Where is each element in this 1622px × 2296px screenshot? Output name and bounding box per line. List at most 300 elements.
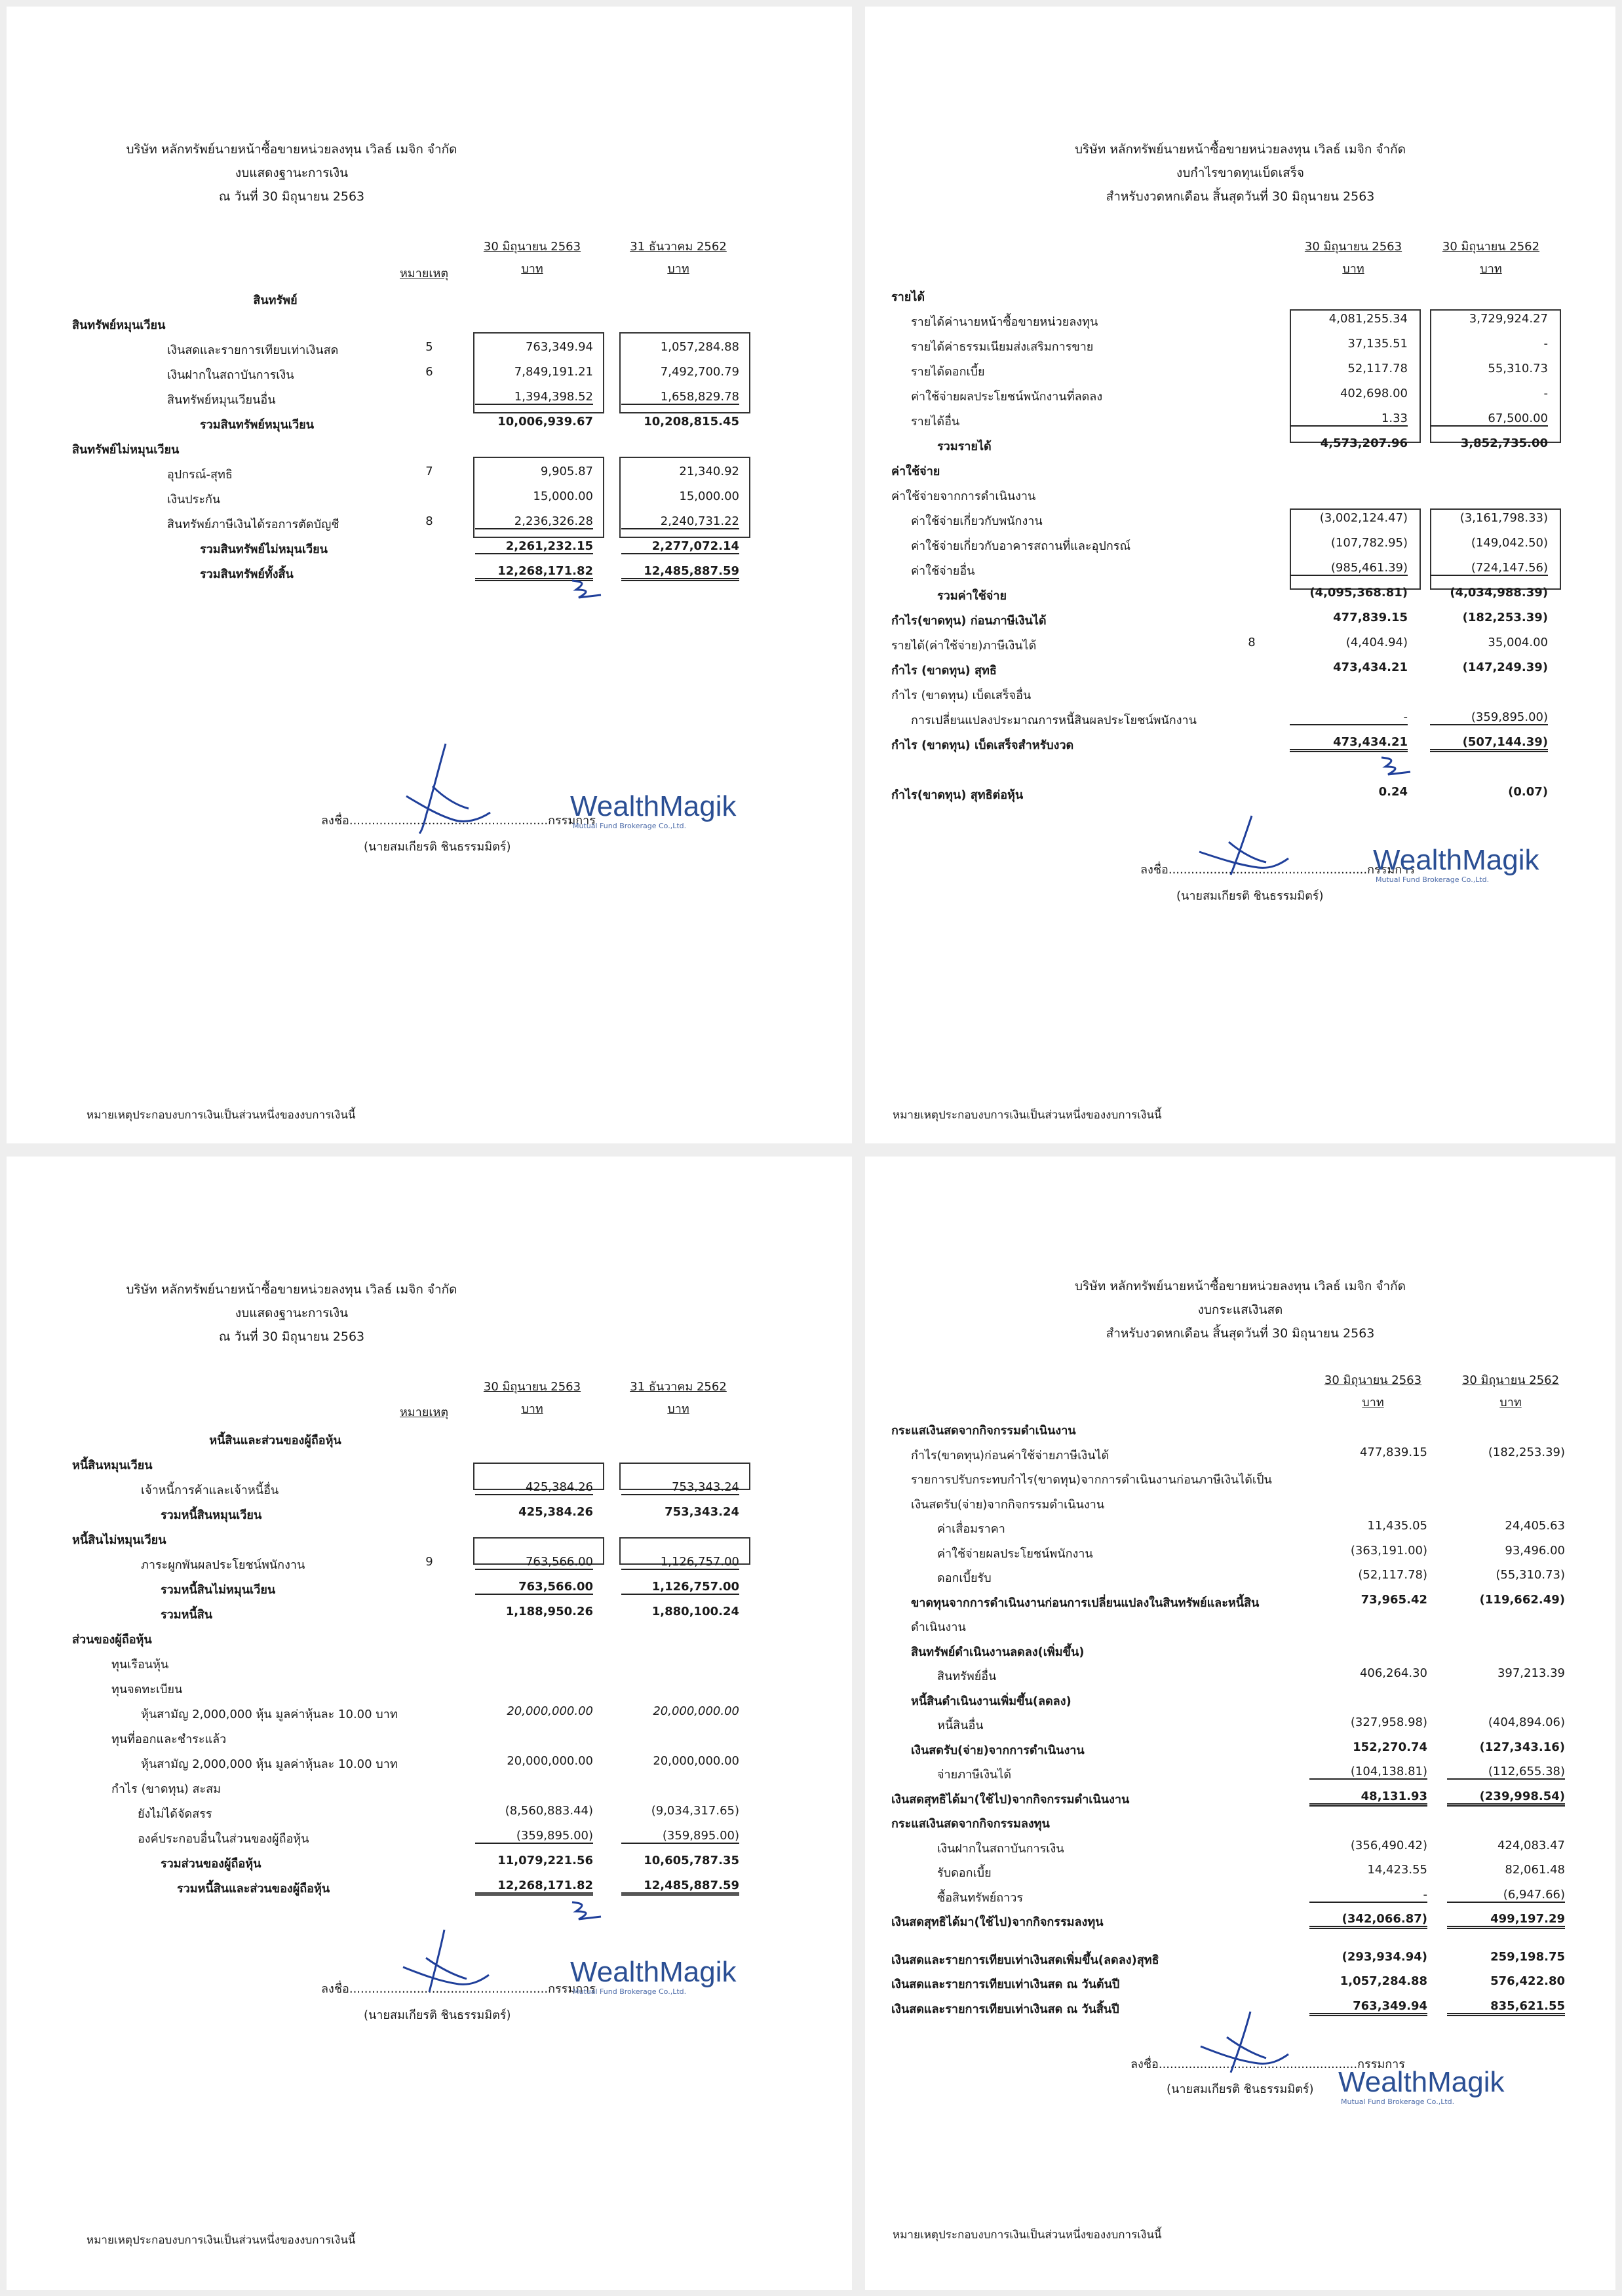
value-prior-period: 259,198.75: [1490, 1949, 1565, 1964]
value-prior-period: (149,042.50): [1471, 536, 1548, 550]
statement-row: [7, 410, 852, 434]
value-prior-period: 424,083.47: [1497, 1838, 1565, 1852]
value-prior-period: (182,253.39): [1462, 611, 1548, 624]
value-prior-period: (0.07): [1508, 785, 1548, 799]
statement-row: [7, 1873, 852, 1898]
statement-row: [7, 1500, 852, 1525]
statement-date: ณ วันที่ 30 มิถุนายน 2563: [218, 1330, 365, 1344]
statement-row: [865, 655, 1615, 680]
value-prior-period: 753,343.24: [621, 1480, 739, 1495]
value-current-period: 763,349.94: [1309, 1999, 1427, 2016]
signature-scribble-icon: [393, 740, 492, 839]
row-label: ค่าใช้จ่ายเกี่ยวกับพนักงาน: [911, 514, 1043, 528]
value-current-period: (327,958.98): [1350, 1715, 1427, 1729]
column-header-current: 30 มิถุนายน 2563 บาท: [1304, 240, 1402, 276]
value-prior-period: 7,492,700.79: [660, 365, 739, 379]
row-label: ค่าใช้จ่ายผลประโยชน์พนักงาน: [937, 1546, 1093, 1561]
row-label: ภาระผูกพันผลประโยชน์พนักงาน: [141, 1558, 305, 1572]
value-prior-period: (724,147.56): [1430, 561, 1548, 576]
row-label: เงินสดและรายการเทียบเท่าเงินสด ณ วันต้นปี: [891, 1978, 1120, 1991]
statement-row: [7, 459, 852, 484]
row-label: เงินสดและรายการเทียบเท่าเงินสด: [167, 343, 339, 357]
statement-row: [7, 360, 852, 385]
row-label: หุ้นสามัญ 2,000,000 หุ้น มูลค่าหุ้นละ 10.00 บาท: [141, 1708, 398, 1721]
value-current-period: 48,131.93: [1309, 1789, 1427, 1807]
value-prior-period: 2,277,072.14: [621, 539, 739, 554]
row-label: กำไร(ขาดทุน) ก่อนภาษีเงินได้: [891, 614, 1047, 628]
value-current-period: 477,839.15: [1333, 611, 1408, 624]
value-prior-period: 1,126,757.00: [621, 1580, 739, 1595]
statement-row: [7, 1475, 852, 1500]
value-prior-period: 3,852,735.00: [1460, 436, 1548, 450]
statement-row: [865, 431, 1615, 456]
value-prior-period: 10,605,787.35: [644, 1854, 739, 1867]
statement-row: [7, 1824, 852, 1848]
value-current-period: 1,188,950.26: [505, 1605, 593, 1618]
value-prior-period: (359,895.00): [621, 1829, 739, 1844]
value-current-period: 12,268,171.82: [475, 1879, 593, 1896]
statement-title: งบกระแสเงินสด: [1197, 1303, 1283, 1317]
value-prior-period: 93,496.00: [1505, 1543, 1565, 1558]
statement-row: [7, 1624, 852, 1649]
statement-date: สำหรับงวดหกเดือน สิ้นสุดวันที่ 30 มิถุนายน 2563: [1106, 189, 1375, 204]
value-prior-period: (359,895.00): [1430, 710, 1548, 725]
statement-row: [865, 1514, 1615, 1539]
statement-row: [865, 1563, 1615, 1588]
signature-line: ลงชื่อ.....................................................กรรมการ: [321, 1982, 596, 1996]
value-current-period: 20,000,000.00: [507, 1754, 593, 1768]
row-label: หนี้สินไม่หมุนเวียน: [72, 1533, 166, 1547]
row-label: หนี้สินหมุนเวียน: [72, 1459, 153, 1472]
row-label: สินทรัพย์ไม่หมุนเวียน: [72, 443, 180, 457]
statement-row: [7, 1649, 852, 1674]
row-label: รวมสินทรัพย์ทั้งสิ้น: [200, 567, 294, 581]
value-prior-period: -: [1543, 387, 1548, 400]
statement-row: [865, 1686, 1615, 1711]
column-header-prior: 31 ธันวาคม 2562 บาท: [630, 1380, 727, 1416]
row-label: กำไร(ขาดทุน) สุทธิต่อหุ้น: [891, 788, 1024, 802]
statement-row: [7, 1599, 852, 1624]
footer-note: หมายเหตุประกอบงบการเงินเป็นส่วนหนึ่งของงบการเงินนี้: [893, 1109, 1162, 1122]
value-current-period: (342,066.87): [1309, 1912, 1427, 1929]
statement-row: [865, 705, 1615, 730]
statement-row: [865, 556, 1615, 581]
row-label: สินทรัพย์: [253, 294, 298, 307]
statement-row: [865, 1945, 1615, 1970]
value-prior-period: 24,405.63: [1505, 1519, 1565, 1533]
row-label: องค์ประกอบอื่นในส่วนของผู้ถือหุ้น: [138, 1832, 309, 1846]
row-label: จ่ายภาษีเงินได้: [937, 1768, 1012, 1782]
row-note-ref: 8: [425, 514, 433, 528]
value-current-period: 4,081,255.34: [1328, 312, 1408, 326]
value-prior-period: (3,161,798.33): [1459, 511, 1548, 525]
initial-scribble-icon: [1376, 752, 1416, 778]
statement-row: [865, 1588, 1615, 1613]
statement-row: [865, 1710, 1615, 1735]
value-prior-period: 67,500.00: [1430, 411, 1548, 427]
row-label: ซื้อสินทรัพย์ถาวร: [937, 1890, 1024, 1905]
statement-row: [7, 1450, 852, 1475]
row-label: ทุนที่ออกและชำระแล้ว: [111, 1732, 227, 1746]
value-prior-period: 576,422.80: [1490, 1974, 1565, 1988]
column-header-prior: 30 มิถุนายน 2562 บาท: [1461, 1373, 1560, 1409]
statement-row: [865, 1759, 1615, 1784]
column-header-prior: 30 มิถุนายน 2562 บาท: [1442, 240, 1540, 276]
statement-row: [865, 1883, 1615, 1907]
company-name: บริษัท หลักทรัพย์นายหน้าซื้อขายหน่วยลงทุน เวิลธ์ เมจิก จำกัด: [126, 1282, 457, 1297]
column-header-note: หมายเหตุ: [400, 267, 449, 280]
value-prior-period: 835,621.55: [1447, 1999, 1565, 2016]
value-prior-period: 10,208,815.45: [644, 415, 739, 429]
statement-row: [865, 1808, 1615, 1833]
value-current-period: 11,435.05: [1367, 1519, 1427, 1533]
value-prior-period: 20,000,000.00: [653, 1754, 739, 1768]
statement-row: [865, 1637, 1615, 1662]
statement-row: [865, 1784, 1615, 1809]
value-current-period: 763,566.00: [475, 1555, 593, 1570]
statement-row: [865, 531, 1615, 556]
statement-row: [865, 282, 1615, 307]
value-current-period: 11,079,221.56: [497, 1854, 593, 1867]
value-current-period: 15,000.00: [533, 489, 593, 503]
value-prior-period: (4,034,988.39): [1450, 586, 1548, 600]
statement-row: [865, 1735, 1615, 1760]
statement-row: [865, 332, 1615, 356]
value-current-period: 20,000,000.00: [507, 1704, 593, 1718]
wealthmagik-logo: WealthMagik Mutual Fund Brokerage Co.,Ltd.: [570, 1956, 737, 1996]
row-label: ค่าใช้จ่ายผลประโยชน์พนักงานที่ลดลง: [911, 390, 1103, 404]
statement-row: [865, 1833, 1615, 1858]
value-current-period: 406,264.30: [1359, 1666, 1427, 1680]
statement-row: [865, 730, 1615, 755]
row-label: ส่วนของผู้ถือหุ้น: [72, 1633, 152, 1647]
value-prior-period: (55,310.73): [1496, 1568, 1565, 1582]
statement-row: [865, 381, 1615, 406]
value-current-period: -: [1290, 710, 1408, 725]
value-prior-period: 12,485,887.59: [621, 1879, 739, 1896]
page-balance-sheet-assets: [7, 7, 852, 1143]
statement-row: [7, 1525, 852, 1550]
value-current-period: (8,560,883.44): [505, 1804, 593, 1818]
value-prior-period: (147,249.39): [1462, 660, 1548, 674]
row-label: รวมหนี้สิน: [161, 1608, 213, 1622]
value-current-period: 477,839.15: [1359, 1445, 1427, 1459]
row-label: กระแสเงินสดจากกิจกรรมลงทุน: [891, 1817, 1050, 1831]
row-label: กำไร(ขาดทุน)ก่อนค่าใช้จ่ายภาษีเงินได้: [911, 1448, 1110, 1463]
statement-row: [7, 1749, 852, 1774]
page-income-statement: [865, 7, 1615, 1143]
footer-note: หมายเหตุประกอบงบการเงินเป็นส่วนหนึ่งของงบการเงินนี้: [893, 2229, 1162, 2242]
row-label: รายได้ค่าธรรมเนียมส่งเสริมการขาย: [911, 340, 1094, 354]
value-current-period: 425,384.26: [475, 1480, 593, 1495]
row-label: กำไร (ขาดทุน) เบ็ดเสร็จอื่น: [891, 689, 1032, 702]
company-name: บริษัท หลักทรัพย์นายหน้าซื้อขายหน่วยลงทุน เวิลธ์ เมจิก จำกัด: [1074, 1279, 1406, 1293]
row-label: กำไร (ขาดทุน) สะสม: [111, 1782, 221, 1796]
signatory-name: (นายสมเกียรติ ชินธรรมมิตร์): [364, 2008, 511, 2022]
value-prior-period: 55,310.73: [1488, 362, 1548, 375]
row-label: เงินสดรับ(จ่าย)จากกิจกรรมดำเนินงาน: [911, 1497, 1105, 1512]
value-current-period: (356,490.42): [1350, 1838, 1427, 1852]
value-current-period: 1.33: [1290, 411, 1408, 427]
value-current-period: (4,404.94): [1345, 636, 1408, 649]
value-prior-period: (239,998.54): [1447, 1789, 1565, 1807]
value-prior-period: 35,004.00: [1488, 636, 1548, 649]
row-label: รวมส่วนของผู้ถือหุ้น: [161, 1857, 261, 1871]
wealthmagik-logo: WealthMagik Mutual Fund Brokerage Co.,Ltd.: [1373, 844, 1539, 884]
company-name: บริษัท หลักทรัพย์นายหน้าซื้อขายหน่วยลงทุน เวิลธ์ เมจิก จำกัด: [1074, 142, 1406, 157]
value-prior-period: 20,000,000.00: [653, 1704, 739, 1718]
column-header-current: 30 มิถุนายน 2563 บาท: [1324, 1373, 1422, 1409]
row-label: หนี้สินอื่น: [937, 1719, 984, 1732]
row-label: สินทรัพย์ภาษีเงินได้รอการตัดบัญชี: [167, 518, 339, 531]
statement-row: [865, 1539, 1615, 1563]
signatory-name: (นายสมเกียรติ ชินธรรมมิตร์): [1176, 889, 1324, 903]
row-note-ref: 6: [425, 365, 433, 379]
row-label: รวมค่าใช้จ่าย: [937, 589, 1007, 603]
row-label: ทุนจดทะเบียน: [111, 1683, 183, 1696]
value-current-period: 52,117.78: [1347, 362, 1408, 375]
statement-date: สำหรับงวดหกเดือน สิ้นสุดวันที่ 30 มิถุนายน 2563: [1106, 1326, 1375, 1341]
value-current-period: 1,394,398.52: [475, 390, 593, 405]
value-current-period: 425,384.26: [518, 1505, 593, 1519]
value-prior-period: -: [1543, 337, 1548, 351]
value-prior-period: 15,000.00: [679, 489, 739, 503]
statement-row: [865, 1489, 1615, 1514]
value-prior-period: 3,729,924.27: [1469, 312, 1548, 326]
row-label: รวมรายได้: [937, 440, 992, 453]
value-current-period: 12,268,171.82: [475, 564, 593, 581]
signatory-name: (นายสมเกียรติ ชินธรรมมิตร์): [364, 840, 511, 854]
statement-row: [865, 780, 1615, 805]
row-label: รายได้อื่น: [911, 415, 960, 429]
statement-row: [865, 1612, 1615, 1637]
statement-row: [865, 406, 1615, 431]
row-note-ref: 7: [425, 465, 433, 478]
value-current-period: (293,934.94): [1342, 1949, 1427, 1964]
row-label: ค่าใช้จ่ายอื่น: [911, 564, 975, 578]
value-prior-period: 753,343.24: [665, 1505, 739, 1519]
value-prior-period: (182,253.39): [1488, 1445, 1565, 1459]
row-label: รายได้: [891, 290, 925, 304]
row-label: กำไร (ขาดทุน) สุทธิ: [891, 664, 997, 678]
row-label: รับดอกเบี้ย: [937, 1866, 992, 1880]
value-current-period: 10,006,939.67: [497, 415, 593, 429]
value-current-period: (363,191.00): [1350, 1543, 1427, 1558]
statement-row: [865, 1464, 1615, 1489]
statement-row: [7, 1674, 852, 1699]
row-label: หุ้นสามัญ 2,000,000 หุ้น มูลค่าหุ้นละ 10.00 บาท: [141, 1757, 398, 1771]
value-current-period: -: [1309, 1888, 1427, 1903]
row-note-ref: 8: [1248, 636, 1256, 649]
value-prior-period: (119,662.49): [1479, 1592, 1565, 1607]
statement-title: งบแสดงฐานะการเงิน: [235, 1306, 349, 1320]
initial-scribble-icon: [567, 1897, 606, 1923]
value-prior-period: (404,894.06): [1488, 1715, 1565, 1729]
value-prior-period: 499,197.29: [1447, 1912, 1565, 1929]
row-label: รายได้ดอกเบี้ย: [911, 365, 985, 379]
statement-row: [865, 581, 1615, 605]
value-prior-period: 1,880,100.24: [651, 1605, 739, 1618]
value-prior-period: 1,658,829.78: [621, 390, 739, 405]
signature-line: ลงชื่อ.....................................................กรรมการ: [1140, 863, 1415, 877]
row-label: รวมหนี้สินหมุนเวียน: [161, 1508, 262, 1522]
value-prior-period: 1,126,757.00: [621, 1555, 739, 1570]
value-current-period: 2,236,326.28: [475, 514, 593, 529]
row-label: ค่าใช้จ่าย: [891, 465, 940, 478]
value-current-period: 402,698.00: [1340, 387, 1408, 400]
row-label: กระแสเงินสดจากกิจกรรมดำเนินงาน: [891, 1424, 1076, 1438]
value-current-period: 2,261,232.15: [475, 539, 593, 554]
value-current-period: (52,117.78): [1358, 1568, 1427, 1582]
value-current-period: 9,905.87: [540, 465, 593, 478]
statement-row: [865, 630, 1615, 655]
row-label: ค่าเสื่อมราคา: [937, 1522, 1005, 1536]
row-label: เงินสดสุทธิได้มา(ใช้ไป)จากกิจกรรมดำเนินงาน: [891, 1792, 1130, 1807]
value-current-period: 473,434.21: [1333, 660, 1408, 674]
value-current-period: 1,057,284.88: [1340, 1974, 1427, 1988]
column-header-note: หมายเหตุ: [400, 1406, 449, 1419]
statement-header: [865, 138, 1615, 208]
value-current-period: (107,782.95): [1330, 536, 1408, 550]
row-label: รายได้(ค่าใช้จ่าย)ภาษีเงินได้: [891, 639, 1037, 653]
statement-row: [865, 680, 1615, 705]
value-current-period: 73,965.42: [1361, 1592, 1427, 1607]
value-current-period: 763,566.00: [475, 1580, 593, 1595]
statement-row: [7, 1799, 852, 1824]
column-header-current: 30 มิถุนายน 2563 บาท: [483, 1380, 581, 1416]
row-label: เงินฝากในสถาบันการเงิน: [167, 368, 294, 382]
statement-row: [865, 481, 1615, 506]
row-label: หนี้สินและส่วนของผู้ถือหุ้น: [209, 1434, 341, 1447]
page-balance-sheet-liabilities: [7, 1157, 852, 2290]
row-label: ค่าใช้จ่ายจากการดำเนินงาน: [891, 489, 1036, 503]
value-prior-period: 82,061.48: [1505, 1863, 1565, 1877]
row-label: ดำเนินงาน: [911, 1620, 966, 1634]
row-label: รวมสินทรัพย์หมุนเวียน: [200, 418, 315, 432]
value-prior-period: (6,947.66): [1447, 1888, 1565, 1903]
value-current-period: (3,002,124.47): [1319, 511, 1408, 525]
value-prior-period: (127,343.16): [1479, 1740, 1565, 1754]
row-label: เงินสดและรายการเทียบเท่าเงินสดเพิ่มขึ้น(ลดลง)สุทธิ: [891, 1953, 1159, 1967]
initial-scribble-icon: [567, 575, 606, 602]
statement-row: [7, 385, 852, 410]
row-label: กำไร (ขาดทุน) เบ็ดเสร็จสำหรับงวด: [891, 738, 1074, 752]
wealthmagik-logo: WealthMagik Mutual Fund Brokerage Co.,Ltd.: [570, 790, 737, 830]
value-prior-period: (112,655.38): [1447, 1765, 1565, 1780]
page-cash-flow-statement: [865, 1157, 1615, 2290]
statement-row: [865, 1858, 1615, 1883]
statement-row: [7, 1425, 852, 1450]
statement-row: [7, 434, 852, 459]
value-current-period: 152,270.74: [1353, 1740, 1427, 1754]
row-label: เงินสดและรายการเทียบเท่าเงินสด ณ วันสิ้นปี: [891, 2002, 1119, 2016]
statement-row: [7, 534, 852, 559]
footer-note: หมายเหตุประกอบงบการเงินเป็นส่วนหนึ่งของงบการเงินนี้: [87, 1109, 356, 1122]
row-label: รวมหนี้สินและส่วนของผู้ถือหุ้น: [177, 1882, 330, 1896]
value-prior-period: 397,213.39: [1497, 1666, 1565, 1680]
statement-row: [7, 484, 852, 509]
row-label: อุปกรณ์-สุทธิ: [167, 468, 233, 482]
value-current-period: (104,138.81): [1309, 1765, 1427, 1780]
statement-row: [865, 605, 1615, 630]
footer-note: หมายเหตุประกอบงบการเงินเป็นส่วนหนึ่งของงบการเงินนี้: [87, 2234, 356, 2247]
statement-header: [7, 1278, 577, 1349]
row-label: สินทรัพย์หมุนเวียนอื่น: [167, 393, 276, 407]
value-prior-period: 21,340.92: [679, 465, 739, 478]
statement-row: [865, 456, 1615, 481]
statement-row: [7, 285, 852, 310]
row-label: เจ้าหนี้การค้าและเจ้าหนี้อื่น: [141, 1483, 279, 1497]
statement-row: [7, 310, 852, 335]
row-note-ref: 5: [425, 340, 433, 354]
row-label: สินทรัพย์ดำเนินงานลดลง(เพิ่มขึ้น): [911, 1645, 1085, 1659]
row-label: รวมหนี้สินไม่หมุนเวียน: [161, 1583, 276, 1597]
row-label: หนี้สินดำเนินงานเพิ่มขึ้น(ลดลง): [911, 1694, 1072, 1708]
row-label: ยังไม่ได้จัดสรร: [138, 1807, 212, 1821]
row-label: รายได้ค่านายหน้าซื้อขายหน่วยลงทุน: [911, 315, 1098, 329]
row-label: เงินสดรับ(จ่าย)จากการดำเนินงาน: [911, 1743, 1085, 1757]
statement-row: [865, 1907, 1615, 1932]
statement-row: [7, 1550, 852, 1575]
row-label: เงินประกัน: [167, 493, 221, 507]
wealthmagik-logo: WealthMagik Mutual Fund Brokerage Co.,Ltd.: [1338, 2066, 1505, 2106]
row-label: ทุนเรือนหุ้น: [111, 1658, 169, 1672]
value-prior-period: 12,485,887.59: [621, 564, 739, 581]
statement-row: [7, 1774, 852, 1799]
row-label: ดอกเบี้ยรับ: [937, 1571, 992, 1585]
value-current-period: 473,434.21: [1290, 735, 1408, 752]
value-prior-period: 1,057,284.88: [660, 340, 739, 354]
statement-row: [7, 1699, 852, 1724]
signature-scribble-icon: [393, 1926, 492, 2005]
signature-line: ลงชื่อ.....................................................กรรมการ: [321, 814, 596, 828]
value-current-period: (359,895.00): [475, 1829, 593, 1844]
column-header-prior: 31 ธันวาคม 2562 บาท: [630, 240, 727, 276]
signature-line: ลงชื่อ.....................................................กรรมการ: [1130, 2057, 1405, 2071]
statement-row: [865, 356, 1615, 381]
signatory-name: (นายสมเกียรติ ชินธรรมมิตร์): [1167, 2082, 1314, 2096]
statement-row: [7, 335, 852, 360]
statement-header: [7, 138, 577, 208]
value-current-period: 37,135.51: [1347, 337, 1408, 351]
statement-row: [865, 1440, 1615, 1465]
statement-row: [865, 506, 1615, 531]
statement-row: [7, 1724, 852, 1749]
value-current-period: 14,423.55: [1367, 1863, 1427, 1877]
row-label: ค่าใช้จ่ายเกี่ยวกับอาคารสถานที่และอุปกรณ์: [911, 539, 1131, 553]
row-label: เงินฝากในสถาบันการเงิน: [937, 1841, 1064, 1856]
statement-row: [865, 307, 1615, 332]
row-label: สินทรัพย์อื่น: [937, 1670, 997, 1683]
value-prior-period: 2,240,731.22: [621, 514, 739, 529]
value-prior-period: (507,144.39): [1430, 735, 1548, 752]
row-label: สินทรัพย์หมุนเวียน: [72, 318, 166, 332]
company-name: บริษัท หลักทรัพย์นายหน้าซื้อขายหน่วยลงทุน เวิลธ์ เมจิก จำกัด: [126, 142, 457, 157]
column-header-current: 30 มิถุนายน 2563 บาท: [483, 240, 581, 276]
statement-header: [865, 1274, 1615, 1345]
statement-date: ณ วันที่ 30 มิถุนายน 2563: [218, 189, 365, 204]
row-note-ref: 9: [425, 1555, 433, 1569]
statement-row: [7, 509, 852, 534]
statement-title: งบกำไรขาดทุนเบ็ดเสร็จ: [1176, 166, 1305, 180]
statement-row: [865, 1969, 1615, 1994]
row-label: รายการปรับกระทบกำไร(ขาดทุน)จากการดำเนินงานก่อนภาษีเงินได้เป็น: [911, 1473, 1272, 1487]
statement-title: งบแสดงฐานะการเงิน: [235, 166, 349, 180]
value-current-period: 4,573,207.96: [1320, 436, 1408, 450]
row-label: การเปลี่ยนแปลงประมาณการหนี้สินผลประโยชน์พนักงาน: [911, 714, 1197, 727]
statement-row: [7, 1575, 852, 1599]
value-current-period: 763,349.94: [525, 340, 593, 354]
